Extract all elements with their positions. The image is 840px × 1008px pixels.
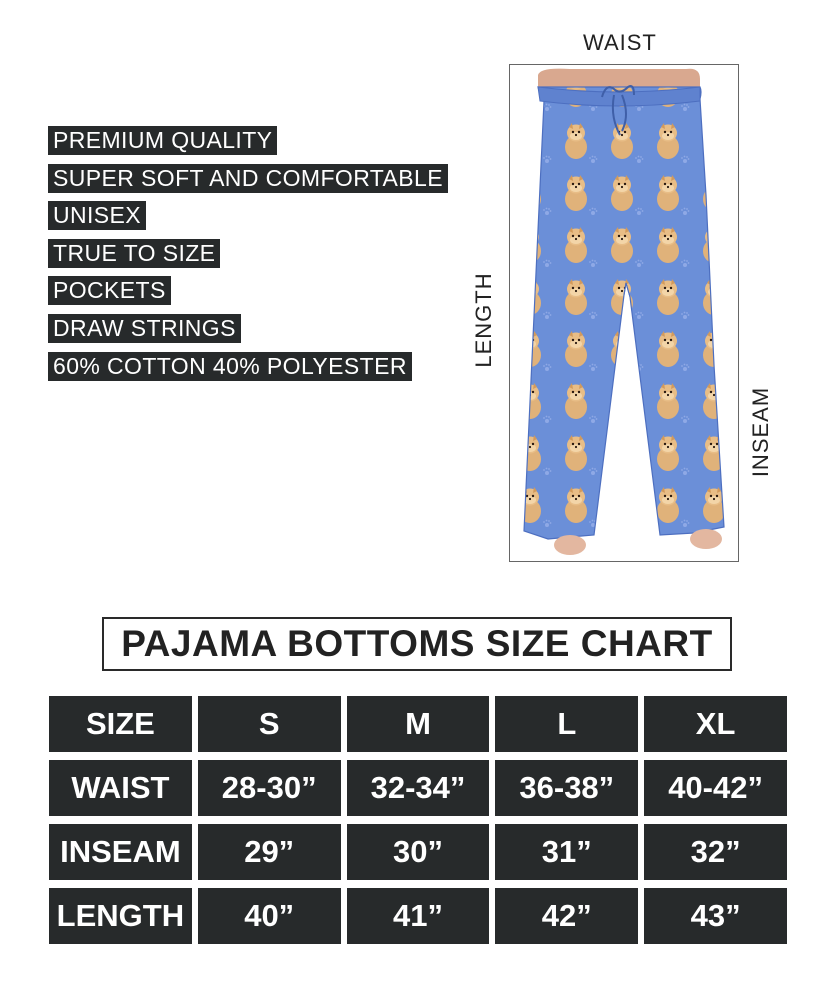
table-cell: 31” bbox=[495, 824, 638, 880]
table-row-label: LENGTH bbox=[49, 888, 192, 944]
feature-label: UNISEX bbox=[48, 201, 146, 230]
feature-label: TRUE TO SIZE bbox=[48, 239, 220, 268]
size-chart-title: PAJAMA BOTTOMS SIZE CHART bbox=[121, 623, 713, 664]
product-image bbox=[509, 64, 739, 562]
feature-label: 60% COTTON 40% POLYESTER bbox=[48, 352, 412, 381]
table-row bbox=[49, 888, 787, 944]
table-cell: 36-38” bbox=[495, 760, 638, 816]
size-chart-table bbox=[43, 688, 793, 952]
table-cell: 42” bbox=[495, 888, 638, 944]
feature-label: POCKETS bbox=[48, 276, 171, 305]
table-row-label: INSEAM bbox=[49, 824, 192, 880]
length-label: LENGTH bbox=[471, 272, 496, 368]
table-cell: 28-30” bbox=[198, 760, 341, 816]
table-cell: 40” bbox=[198, 888, 341, 944]
pajama-pants-illustration bbox=[510, 65, 740, 563]
table-cell: 41” bbox=[347, 888, 490, 944]
table-header-cell: SIZE bbox=[49, 696, 192, 752]
table-cell: 32” bbox=[644, 824, 787, 880]
table-cell: 29” bbox=[198, 824, 341, 880]
table-row-label: WAIST bbox=[49, 760, 192, 816]
feature-label: PREMIUM QUALITY bbox=[48, 126, 277, 155]
table-header-row bbox=[49, 696, 787, 752]
table-header-cell: M bbox=[347, 696, 490, 752]
table-header-cell: XL bbox=[644, 696, 787, 752]
feature-list bbox=[48, 126, 448, 389]
table-cell: 43” bbox=[644, 888, 787, 944]
table-row bbox=[49, 760, 787, 816]
feature-label: SUPER SOFT AND COMFORTABLE bbox=[48, 164, 448, 193]
table-cell: 40-42” bbox=[644, 760, 787, 816]
table-cell: 30” bbox=[347, 824, 490, 880]
table-row bbox=[49, 824, 787, 880]
feature-label: DRAW STRINGS bbox=[48, 314, 241, 343]
table-header-cell: L bbox=[495, 696, 638, 752]
size-chart-title-box bbox=[102, 617, 732, 671]
table-cell: 32-34” bbox=[347, 760, 490, 816]
table-header-cell: S bbox=[198, 696, 341, 752]
inseam-label: INSEAM bbox=[748, 386, 773, 478]
waist-label: WAIST bbox=[583, 30, 657, 55]
